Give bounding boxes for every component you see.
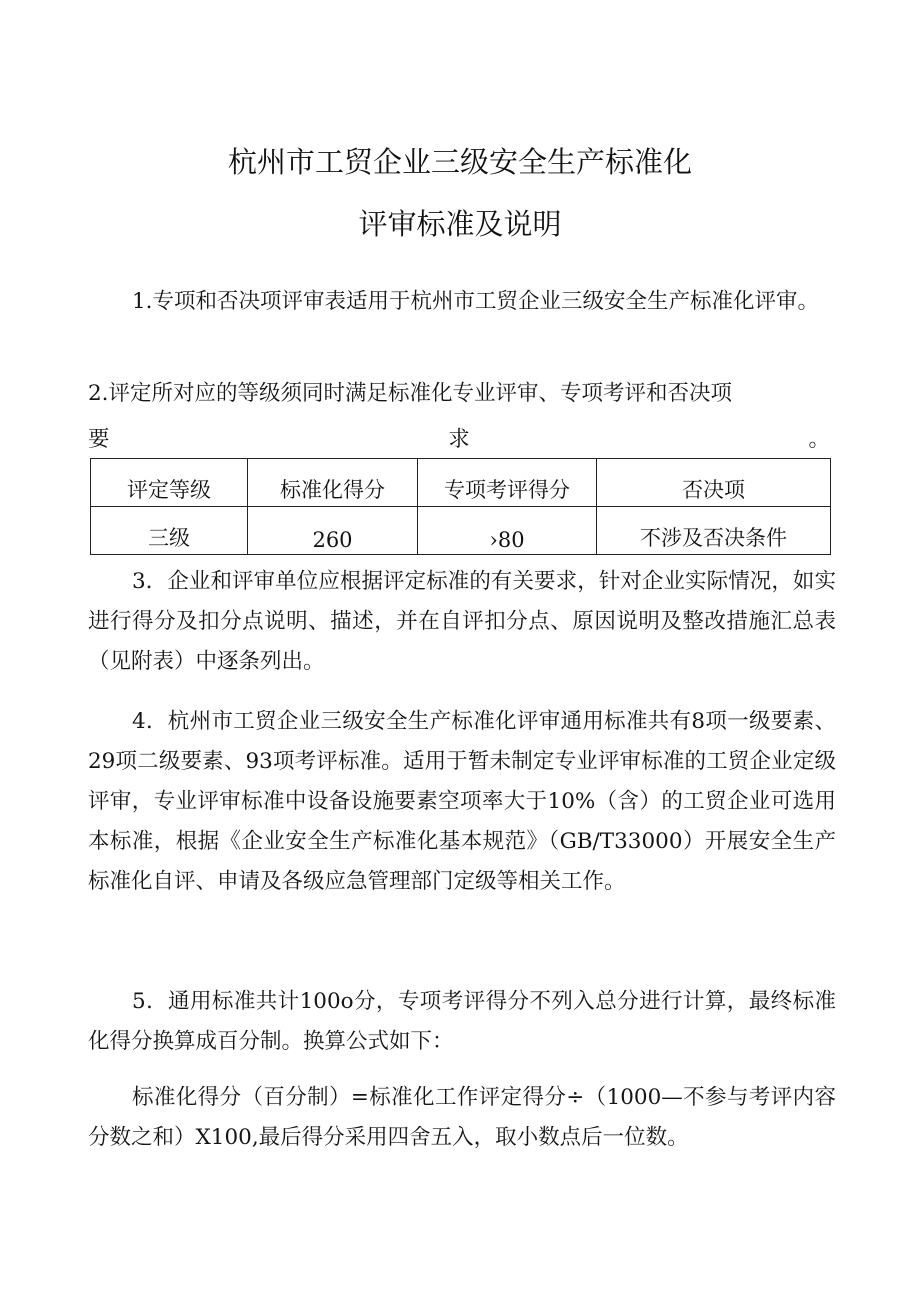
table-header-cell: 否决项 (597, 459, 831, 507)
table-header-cell: 专项考评得分 (418, 459, 597, 507)
table-header-cell: 评定等级 (91, 459, 248, 507)
item-2-char-3: 。 (808, 427, 830, 452)
document-title-line-2: 评审标准及说明 (358, 207, 562, 241)
table-row (91, 507, 831, 555)
item-3-paragraph: 3．企业和评审单位应根据评定标准的有关要求，针对企业实际情况，如实进行得分及扣分点说明、描述，并在自评扣分点、原因说明及整改措施汇总表（见附表）中逐条列出。 (88, 569, 836, 674)
item-1-paragraph: 1.专项和否决项评审表适用于杭州市工贸企业三级安全生产标准化评审。 (132, 289, 820, 314)
item-2-char-1: 要 (88, 427, 110, 452)
formula-paragraph: 标准化得分（百分制）=标准化工作评定得分÷（1000—不参与考评内容分数之和）X100,最后得分采用四舍五入，取小数点后一位数。 (88, 1085, 836, 1150)
item-2-continuation (88, 420, 830, 460)
table-header-cell: 标准化得分 (248, 459, 418, 507)
item-2-char-2: 求 (448, 427, 470, 452)
item-4-paragraph: 4．杭州市工贸企业三级安全生产标准化评审通用标准共有8项一级要素、29项二级要素、93项考评标准。适用于暂未制定专业评审标准的工贸企业定级评审，专业评审标准中设备设施要素空项率大于10%（含）的工贸企业可选用本标准，根据《企业安全生产标准化基本规范》（GB/T33000）开展安全生产标准化自评、申请及各级应急管理部门定级等相关工作。 (88, 709, 836, 894)
table-cell: 三级 (91, 507, 248, 555)
item-2-paragraph: 2.评定所对应的等级须同时满足标准化专业评审、专项考评和否决项 (88, 381, 733, 406)
item-5-paragraph: 5．通用标准共计100o分，专项考评得分不列入总分进行计算，最终标准化得分换算成百分制。换算公式如下： (88, 989, 836, 1054)
table-cell: ›80 (418, 507, 597, 555)
table-header-row (91, 459, 831, 507)
table-cell: 260 (248, 507, 418, 555)
table-cell: 不涉及否决条件 (597, 507, 831, 555)
document-title-line-1: 杭州市工贸企业三级安全生产标准化 (227, 145, 692, 179)
grade-requirements-table (90, 458, 831, 555)
